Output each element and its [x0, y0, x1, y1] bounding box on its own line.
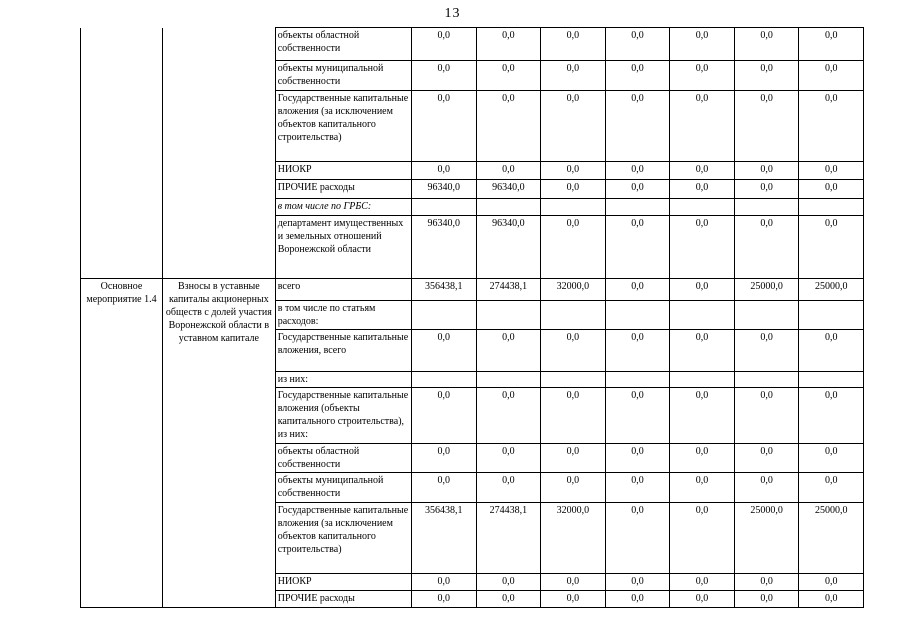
value-cell: 96340,0 [412, 180, 477, 199]
value-cell: 0,0 [541, 91, 606, 162]
page-number: 13 [444, 6, 461, 21]
event-name-cell: Основное мероприятие 1.4 [81, 279, 163, 608]
value-cell: 0,0 [412, 91, 477, 162]
value-cell: 0,0 [476, 91, 541, 162]
value-cell: 0,0 [412, 591, 477, 608]
value-cell: 0,0 [670, 591, 735, 608]
table-body [81, 28, 864, 608]
continued-event-cell [81, 28, 163, 279]
value-cell: 0,0 [476, 473, 541, 503]
value-cell: 0,0 [734, 591, 799, 608]
value-cell: 0,0 [799, 180, 864, 199]
value-cell [541, 199, 606, 216]
value-cell: 0,0 [541, 388, 606, 444]
value-cell: 0,0 [541, 216, 606, 279]
row-label: ПРОЧИЕ расходы [275, 180, 411, 199]
row-label: НИОКР [275, 574, 411, 591]
row-label: Государственные капитальные вложения, всего [275, 330, 411, 372]
value-cell: 0,0 [605, 388, 670, 444]
value-cell: 0,0 [670, 473, 735, 503]
value-cell [670, 301, 735, 330]
value-cell [734, 301, 799, 330]
table-row [81, 279, 864, 301]
value-cell: 0,0 [670, 574, 735, 591]
row-label: Государственные капитальные вложения (за исключением объектов капитального строительства) [275, 503, 411, 574]
value-cell [605, 199, 670, 216]
row-label: из них: [275, 372, 411, 388]
value-cell: 0,0 [734, 216, 799, 279]
row-label: в том числе по ГРБС: [275, 199, 411, 216]
value-cell: 0,0 [541, 162, 606, 180]
value-cell: 25000,0 [799, 279, 864, 301]
value-cell: 0,0 [605, 61, 670, 91]
value-cell: 0,0 [412, 162, 477, 180]
value-cell: 0,0 [605, 216, 670, 279]
value-cell: 0,0 [734, 473, 799, 503]
value-cell: 96340,0 [476, 180, 541, 199]
value-cell: 0,0 [476, 330, 541, 372]
value-cell: 0,0 [670, 162, 735, 180]
value-cell: 0,0 [605, 28, 670, 61]
value-cell: 274438,1 [476, 279, 541, 301]
row-label: в том числе по статьям расходов: [275, 301, 411, 330]
value-cell: 0,0 [541, 473, 606, 503]
value-cell: 0,0 [734, 388, 799, 444]
value-cell: 0,0 [476, 61, 541, 91]
value-cell [799, 301, 864, 330]
value-cell: 32000,0 [541, 279, 606, 301]
value-cell: 0,0 [541, 28, 606, 61]
value-cell: 0,0 [734, 180, 799, 199]
value-cell: 0,0 [412, 61, 477, 91]
value-cell: 0,0 [670, 91, 735, 162]
value-cell [670, 199, 735, 216]
value-cell: 0,0 [476, 591, 541, 608]
row-label: объекты областной собственности [275, 28, 411, 61]
value-cell: 0,0 [670, 216, 735, 279]
value-cell: 0,0 [670, 388, 735, 444]
value-cell: 0,0 [799, 91, 864, 162]
value-cell: 0,0 [734, 91, 799, 162]
row-label: объекты муниципальной собственности [275, 473, 411, 503]
value-cell: 0,0 [799, 388, 864, 444]
value-cell: 0,0 [670, 28, 735, 61]
value-cell: 0,0 [670, 61, 735, 91]
value-cell: 0,0 [412, 28, 477, 61]
value-cell: 0,0 [412, 330, 477, 372]
value-cell: 274438,1 [476, 503, 541, 574]
value-cell: 96340,0 [476, 216, 541, 279]
value-cell: 0,0 [476, 388, 541, 444]
value-cell: 0,0 [734, 61, 799, 91]
table-row [81, 28, 864, 61]
row-label: Государственные капитальные вложения (объекты капитального строительства), из них: [275, 388, 411, 444]
value-cell: 0,0 [799, 591, 864, 608]
value-cell: 0,0 [734, 162, 799, 180]
value-cell: 96340,0 [412, 216, 477, 279]
value-cell: 25000,0 [734, 503, 799, 574]
value-cell [605, 372, 670, 388]
value-cell: 0,0 [412, 574, 477, 591]
value-cell [734, 199, 799, 216]
row-label: объекты областной собственности [275, 444, 411, 473]
value-cell [734, 372, 799, 388]
value-cell [412, 199, 477, 216]
value-cell: 0,0 [541, 444, 606, 473]
value-cell: 0,0 [605, 591, 670, 608]
value-cell: 0,0 [799, 61, 864, 91]
row-label: департамент имущественных и земельных отношений Воронежской области [275, 216, 411, 279]
value-cell [476, 301, 541, 330]
row-label: Государственные капитальные вложения (за исключением объектов капитального строительства) [275, 91, 411, 162]
row-label: НИОКР [275, 162, 411, 180]
value-cell: 0,0 [605, 574, 670, 591]
value-cell [541, 301, 606, 330]
row-label: всего [275, 279, 411, 301]
value-cell: 0,0 [670, 503, 735, 574]
value-cell [799, 199, 864, 216]
value-cell: 0,0 [412, 444, 477, 473]
value-cell: 0,0 [541, 61, 606, 91]
value-cell: 0,0 [799, 162, 864, 180]
value-cell: 0,0 [670, 444, 735, 473]
value-cell: 0,0 [541, 591, 606, 608]
value-cell [670, 372, 735, 388]
value-cell: 0,0 [734, 574, 799, 591]
value-cell: 0,0 [476, 574, 541, 591]
value-cell: 0,0 [476, 162, 541, 180]
value-cell: 0,0 [734, 444, 799, 473]
value-cell [605, 301, 670, 330]
value-cell [412, 372, 477, 388]
row-label: ПРОЧИЕ расходы [275, 591, 411, 608]
value-cell: 0,0 [412, 473, 477, 503]
value-cell: 0,0 [476, 28, 541, 61]
value-cell: 25000,0 [799, 503, 864, 574]
value-cell: 0,0 [734, 28, 799, 61]
value-cell: 0,0 [799, 28, 864, 61]
value-cell: 0,0 [799, 473, 864, 503]
value-cell: 0,0 [605, 444, 670, 473]
value-cell: 0,0 [734, 330, 799, 372]
value-cell [799, 372, 864, 388]
row-label: объекты муниципальной собственности [275, 61, 411, 91]
value-cell: 0,0 [799, 330, 864, 372]
value-cell: 0,0 [670, 330, 735, 372]
value-cell: 0,0 [412, 388, 477, 444]
continued-title-cell [162, 28, 275, 279]
value-cell: 0,0 [605, 180, 670, 199]
value-cell: 0,0 [670, 279, 735, 301]
value-cell: 356438,1 [412, 503, 477, 574]
value-cell [541, 372, 606, 388]
value-cell: 0,0 [799, 444, 864, 473]
value-cell: 0,0 [605, 503, 670, 574]
value-cell: 0,0 [541, 574, 606, 591]
value-cell: 0,0 [799, 574, 864, 591]
expenditure-table [80, 27, 864, 608]
value-cell [476, 199, 541, 216]
value-cell: 0,0 [670, 180, 735, 199]
value-cell: 0,0 [541, 330, 606, 372]
value-cell: 0,0 [799, 216, 864, 279]
value-cell: 32000,0 [541, 503, 606, 574]
value-cell: 0,0 [605, 279, 670, 301]
value-cell: 0,0 [605, 473, 670, 503]
value-cell: 0,0 [476, 444, 541, 473]
value-cell [476, 372, 541, 388]
value-cell: 0,0 [605, 91, 670, 162]
value-cell: 0,0 [605, 162, 670, 180]
value-cell: 0,0 [541, 180, 606, 199]
value-cell [412, 301, 477, 330]
value-cell: 25000,0 [734, 279, 799, 301]
event-title-cell: Взносы в уставные капиталы акционерных обществ с долей участия Воронежской области в уставном капитале [162, 279, 275, 608]
value-cell: 0,0 [605, 330, 670, 372]
value-cell: 356438,1 [412, 279, 477, 301]
